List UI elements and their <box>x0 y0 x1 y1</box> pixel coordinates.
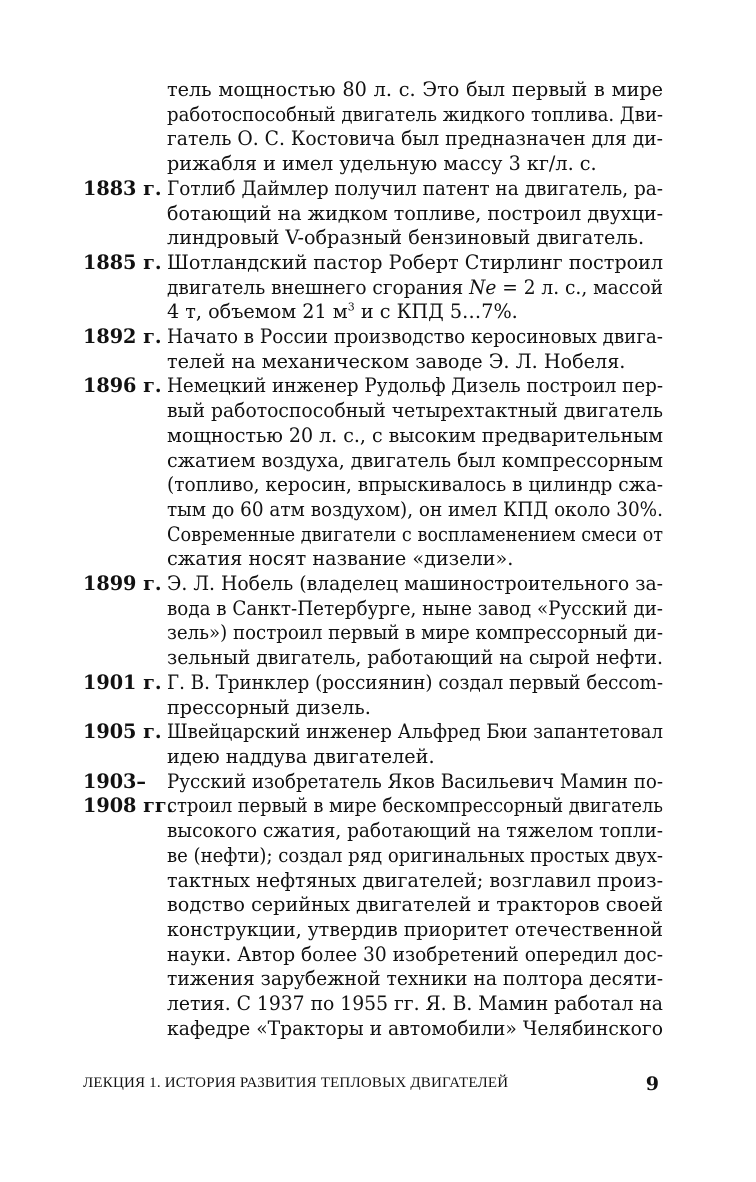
entry-year: 1885 г. <box>83 250 162 274</box>
text-line: Готлиб Даймлер получил патент на двигатель, ра- <box>167 176 664 200</box>
main-text <box>83 78 663 1041</box>
text-line: ве (нефти); создал ряд оригинальных простых двух- <box>167 843 663 867</box>
entry-1905 <box>83 720 663 769</box>
text-line: идею наддува двигателей. <box>167 744 435 768</box>
text-line: двигатель внешнего сгорания Ne = 2 л. с., массой <box>167 275 664 299</box>
text-line: вый работоспособный четырехтактный двигатель <box>167 399 663 423</box>
text-line: мощностью 20 л. с., с высоким предварительным <box>167 423 663 447</box>
text-line: прессорный дизель. <box>167 695 371 719</box>
entry-1896 <box>83 374 663 572</box>
text-line: науки. Автор более 30 изобретений опередил дос- <box>167 942 664 966</box>
text-line: Швейцарский инженер Альфред Бюи запантетовал <box>167 720 663 744</box>
text-line: водство серийных двигателей и тракторов своей <box>167 893 663 917</box>
running-head: ЛЕКЦИЯ 1. ИСТОРИЯ РАЗВИТИЯ ТЕПЛОВЫХ ДВИГАТЕЛЕЙ <box>83 1075 509 1091</box>
entry-1901 <box>83 671 663 720</box>
text-line: летия. С 1937 по 1955 гг. Я. В. Мамин работал на <box>167 992 663 1016</box>
text-line: Г. В. Тринклер (россиянин) создал первый бесcom- <box>167 670 663 694</box>
text-line: сжатием воздуха, двигатель был компрессорным <box>167 448 663 472</box>
entry-1903-1908 <box>83 770 663 1042</box>
text-line: тель мощностью 80 л. с. Это был первый в мире <box>167 78 663 101</box>
entry-1883 <box>83 177 663 251</box>
text-line: кафедре «Тракторы и автомобили» Челябинского <box>167 1016 663 1040</box>
entry-1885 <box>83 251 663 325</box>
text-line: телей на механическом заводе Э. Л. Нобеля. <box>167 349 626 373</box>
text-line: Немецкий инженер Рудольф Дизель построил пер- <box>167 374 663 398</box>
entry-year: 1896 г. <box>83 374 162 398</box>
text-line: Русский изобретатель Яков Васильевич Мамин по- <box>167 769 664 793</box>
text-line: (топливо, керосин, впрыскивалось в цилиндр сжа- <box>167 473 664 497</box>
page-footer <box>83 1073 663 1097</box>
text-line: строил первый в мире бескомпрессорный двигатель <box>167 794 663 818</box>
text-line: вода в Санкт-Петербурге, ныне завод «Русский ди- <box>167 596 663 620</box>
text-line: 4 т, объемом 21 $м^3$ и с КПД 5…7%. <box>167 300 518 324</box>
text-line: тижения зарубежной техники на полтора десяти- <box>167 967 664 991</box>
entry-year: 1892 г. <box>83 325 162 349</box>
text-line: тым до 60 атм воздухом), он имел КПД около 30%. <box>167 497 664 521</box>
text-line: гатель О. С. Костовича был предназначен для ди- <box>167 127 663 151</box>
entry-year: 1903– <box>83 769 146 793</box>
text-line: Э. Л. Нобель (владелец машиностроительного за- <box>167 572 664 596</box>
text-line: Шотландский пастор Роберт Стирлинг построил <box>167 250 664 274</box>
text-line: Начато в России производство керосиновых двига- <box>167 325 663 349</box>
entry-1899 <box>83 572 663 671</box>
text-line: сжатия носят название «дизели». <box>167 547 514 571</box>
text-line: рижабля и имел удельную массу 3 кг/л. с. <box>167 152 597 176</box>
entry-year: 1901 г. <box>83 670 162 694</box>
text-line: линдровый V-образный бензиновый двигатель. <box>167 226 645 250</box>
intro-paragraph <box>83 78 663 177</box>
text-line: работоспособный двигатель жидкого топлива. Дви- <box>167 102 663 126</box>
text-line: высокого сжатия, работающий на тяжелом топли- <box>167 819 664 843</box>
entry-1892 <box>83 325 663 374</box>
text-line: ботающий на жидком топливе, построил двухци- <box>167 201 664 225</box>
entry-year: 1883 г. <box>83 176 162 200</box>
text-line: конструкции, утвердив приоритет отечественной <box>167 917 663 941</box>
entry-year-end: 1908 гг. <box>83 794 174 818</box>
entry-year: 1905 г. <box>83 720 162 744</box>
text-line: зельный двигатель, работающий на сырой нефти. <box>167 646 664 670</box>
page-number: 9 <box>645 1073 659 1095</box>
text-line: тактных нефтяных двигателей; возглавил произ- <box>167 868 664 892</box>
text-line: зель») построил первый в мире компрессорный ди- <box>167 621 664 645</box>
text-line: Современные двигатели с воспламенением смеси от <box>167 522 664 546</box>
entry-year: 1899 г. <box>83 572 162 596</box>
